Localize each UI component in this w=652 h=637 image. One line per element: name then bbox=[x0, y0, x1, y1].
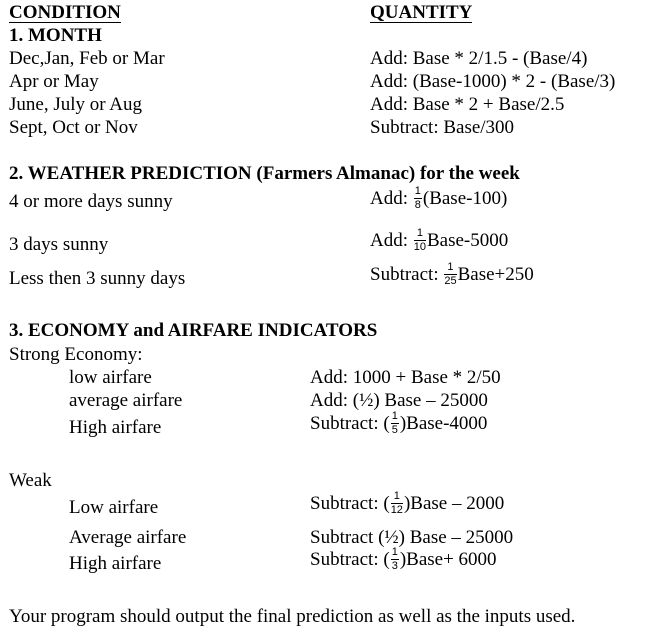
fraction bbox=[391, 491, 403, 516]
weak-quantity-3-prefix: Subtract: ( bbox=[310, 548, 390, 570]
weather-quantity-2-prefix: Add: bbox=[370, 229, 413, 251]
weather-quantity-1-suffix: (Base-100) bbox=[422, 187, 508, 209]
fraction-numerator: 1 bbox=[391, 491, 403, 504]
weather-condition-3: Less then 3 sunny days bbox=[9, 268, 186, 289]
weather-section-heading: 2. WEATHER PREDICTION (Farmers Almanac) for the week bbox=[9, 163, 520, 184]
strong-economy-label: Strong Economy: bbox=[9, 344, 143, 365]
weak-quantity-1 bbox=[310, 492, 504, 517]
month-condition-4: Sept, Oct or Nov bbox=[9, 117, 138, 138]
fraction-denominator: 12 bbox=[390, 504, 403, 516]
month-quantity-2: Add: (Base-1000) * 2 - (Base/3) bbox=[370, 71, 616, 92]
weak-quantity-3-suffix: )Base+ 6000 bbox=[399, 548, 497, 570]
weather-condition-2: 3 days sunny bbox=[9, 234, 109, 255]
strong-quantity-1: Add: 1000 + Base * 2/50 bbox=[310, 367, 501, 388]
strong-quantity-2: Add: (½) Base – 25000 bbox=[310, 390, 488, 411]
month-section-heading: 1. MONTH bbox=[9, 25, 102, 46]
weather-quantity-2-suffix: Base-5000 bbox=[427, 229, 509, 251]
month-condition-3: June, July or Aug bbox=[9, 94, 142, 115]
strong-condition-1: low airfare bbox=[69, 367, 152, 388]
weak-condition-3: High airfare bbox=[69, 553, 162, 574]
fraction bbox=[391, 411, 399, 436]
footer-instruction: Your program should output the final prediction as well as the inputs used. bbox=[9, 606, 576, 627]
weak-quantity-1-suffix: )Base – 2000 bbox=[403, 492, 505, 514]
weak-condition-2: Average airfare bbox=[69, 527, 187, 548]
weather-quantity-3-prefix: Subtract: bbox=[370, 263, 444, 285]
fraction bbox=[391, 547, 399, 572]
month-quantity-3: Add: Base * 2 + Base/2.5 bbox=[370, 94, 565, 115]
weather-condition-1: 4 or more days sunny bbox=[9, 191, 173, 212]
condition-column-header: CONDITION bbox=[9, 2, 121, 23]
fraction-numerator: 1 bbox=[444, 262, 456, 275]
fraction-denominator: 8 bbox=[414, 199, 421, 211]
quantity-column-header: QUANTITY bbox=[370, 2, 473, 23]
weather-quantity-3 bbox=[370, 263, 534, 288]
economy-section-heading: 3. ECONOMY and AIRFARE INDICATORS bbox=[9, 320, 378, 341]
fraction-denominator: 10 bbox=[413, 241, 426, 253]
month-quantity-4: Subtract: Base/300 bbox=[370, 117, 515, 138]
fraction-numerator: 1 bbox=[391, 410, 398, 422]
weather-quantity-3-suffix: Base+250 bbox=[457, 263, 534, 285]
fraction-denominator: 5 bbox=[391, 424, 398, 436]
fraction bbox=[414, 228, 426, 253]
weak-quantity-3 bbox=[310, 548, 497, 573]
strong-quantity-3 bbox=[310, 412, 487, 437]
fraction-numerator: 1 bbox=[391, 546, 398, 558]
fraction-numerator: 1 bbox=[414, 185, 421, 197]
weather-quantity-2 bbox=[370, 229, 508, 254]
fraction bbox=[414, 186, 422, 211]
fraction bbox=[444, 262, 456, 287]
fraction-denominator: 3 bbox=[391, 560, 398, 572]
month-quantity-1: Add: Base * 2/1.5 - (Base/4) bbox=[370, 48, 588, 69]
weak-condition-1: Low airfare bbox=[69, 497, 159, 518]
month-condition-2: Apr or May bbox=[9, 71, 99, 92]
month-condition-1: Dec,Jan, Feb or Mar bbox=[9, 48, 165, 69]
fraction-numerator: 1 bbox=[414, 228, 426, 241]
strong-condition-2: average airfare bbox=[69, 390, 183, 411]
strong-quantity-3-prefix: Subtract: ( bbox=[310, 412, 390, 434]
fraction-denominator: 25 bbox=[444, 275, 457, 287]
weather-quantity-1 bbox=[370, 187, 507, 212]
strong-quantity-3-suffix: )Base-4000 bbox=[399, 412, 488, 434]
weather-quantity-1-prefix: Add: bbox=[370, 187, 413, 209]
strong-condition-3: High airfare bbox=[69, 417, 162, 438]
weak-quantity-2: Subtract (½) Base – 25000 bbox=[310, 527, 514, 548]
weak-economy-label: Weak bbox=[9, 470, 52, 491]
weak-quantity-1-prefix: Subtract: ( bbox=[310, 492, 390, 514]
